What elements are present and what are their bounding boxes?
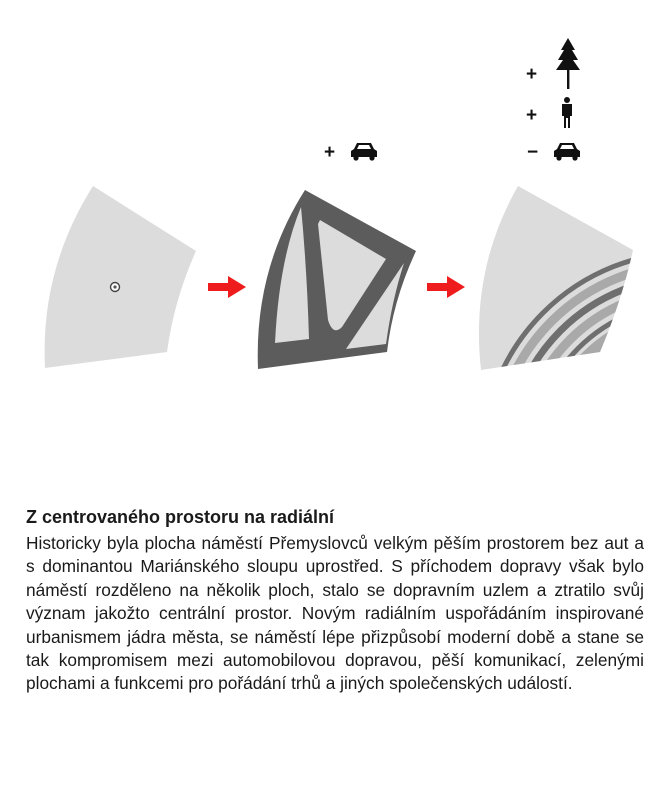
- plus-car-symbol: [324, 142, 377, 163]
- arrow-right-icon: [427, 276, 465, 298]
- person-icon: [562, 97, 572, 128]
- sign-label: +: [526, 105, 538, 126]
- stage-2-symbols: [324, 142, 377, 163]
- car-icon: [554, 143, 580, 161]
- stage-3-radial-plaza: [479, 186, 670, 420]
- arrow-right-icon: [208, 276, 246, 298]
- plaza-shape-1: [45, 186, 196, 368]
- sign-label: +: [526, 64, 538, 85]
- caption-block: [26, 505, 644, 696]
- caption-title: Z centrovaného prostoru na radiální: [26, 507, 335, 527]
- marian-column-icon: [111, 283, 120, 292]
- sign-label: +: [324, 142, 336, 163]
- stage-2-traffic-plaza: [258, 190, 416, 369]
- tree-icon: [556, 38, 580, 89]
- caption-body: Historicky byla plocha náměstí Přemyslovců velkým pěším prostorem bez aut a s dominantou Mariánského sloupu uprostřed. S příchodem dopravy však bylo náměstí rozděleno na několik ploch, stalo se dopravním uzlem a ztratilo svůj význam jakožto centrální prostor. Novým radiálním uspořádáním inspirované urbanismem jádra města, se náměstí lépe přizpůsobí moderní době a stane se tak kompromisem mezi automobilovou dopravou, pěší komunikací, zelenými plochami a funkcemi pro pořádání trhů a jiných společenských událostí.: [26, 533, 644, 694]
- plus-tree-symbol: [526, 38, 580, 89]
- sign-label: −: [527, 142, 539, 163]
- minus-car-symbol: [527, 142, 580, 163]
- car-icon: [351, 143, 377, 161]
- stage-1-centered-plaza: [45, 186, 196, 368]
- plus-person-symbol: [526, 97, 572, 128]
- stage-3-symbols: [526, 38, 580, 163]
